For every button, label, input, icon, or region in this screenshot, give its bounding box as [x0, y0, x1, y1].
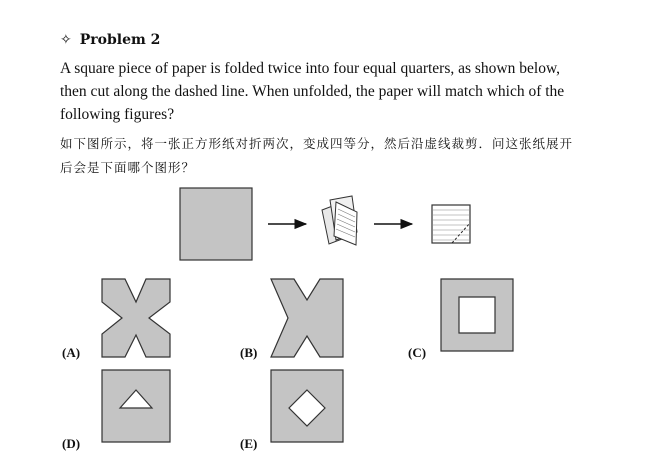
option-b-label[interactable]: (B)	[240, 345, 258, 360]
option-a-shape[interactable]	[102, 279, 170, 357]
option-c-shape[interactable]	[441, 279, 513, 351]
option-a-label[interactable]: (A)	[62, 345, 81, 360]
problem-text-english: A square piece of paper is folded twice into four equal quarters, as shown below, then cut along the dashed line. When unfolded, the paper will match which of the following figures?	[60, 60, 565, 123]
unfolded-paper-square	[180, 188, 252, 260]
problem-text-chinese: 如下图所示，将一张正方形纸对折两次，变成四等分，然后沿虚线裁剪．问这张纸展开后会是下面哪个图形？	[60, 136, 574, 175]
option-e-label[interactable]: (E)	[240, 436, 258, 451]
option-e-shape[interactable]	[271, 370, 343, 442]
folded-paper-with-cut-line	[432, 205, 470, 243]
option-d-label[interactable]: (D)	[62, 436, 81, 451]
four-point-star-icon: ✧	[60, 32, 72, 48]
option-c-label[interactable]: (C)	[408, 345, 427, 360]
option-d-shape[interactable]	[102, 370, 170, 442]
option-b-shape[interactable]	[271, 279, 343, 357]
problem-title: Problem 2	[79, 32, 161, 48]
folding-paper-icon	[322, 196, 357, 245]
